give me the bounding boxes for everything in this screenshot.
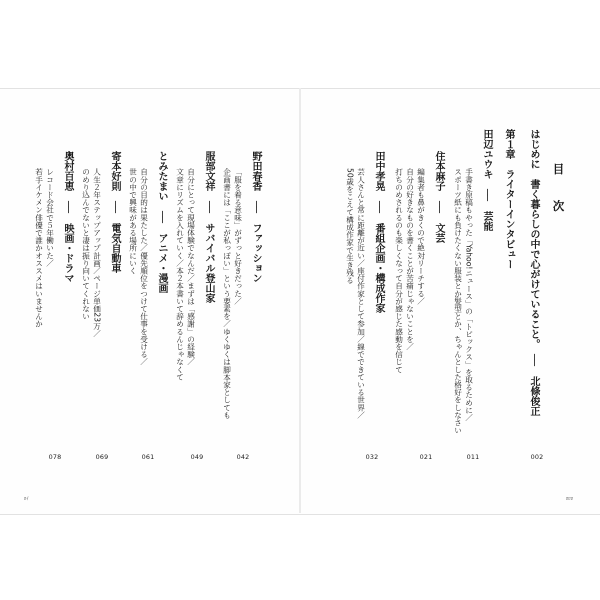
right-folio: ﾛﾛﾛ xyxy=(566,497,573,502)
entry-name: 田辺ユウキ ── 芸能 xyxy=(481,129,492,232)
left-folio: ﾛｲ xyxy=(24,497,29,502)
entry-desc-line: 若手イケメン俳優で誰かオススメはいませんか xyxy=(34,168,44,328)
entry-desc-line: レコード会社で５年働いた／ xyxy=(45,168,55,267)
entry-desc-line: 自分の目的は果たした／優先順位をつけて仕事を受ける／ xyxy=(139,168,149,366)
entry-desc-line: スポーツ紙にも負けたくない服装とか髪型とか、ちゃんとした格好をしなさい xyxy=(453,168,463,434)
entry-page-number: 011 xyxy=(466,453,480,461)
toc-title: 目 次 xyxy=(551,163,566,219)
entry-desc-line: 文章にリズムを入れていく／本２本書いて辞めるんじゃなくて xyxy=(175,168,185,381)
intro-heading: はじめに 書く暮らしの中で心がけていること。 ── 北條俊正 xyxy=(528,129,539,417)
entry-name: 服部文祥 ── サバイバル登山家 xyxy=(203,151,214,304)
entry-name: 田中孝晃 ── 番組企画・構成作家 xyxy=(373,151,384,314)
entry-desc-line: 芸人さんと常に距離が近い／座付作家として参加／線でできている世界／ xyxy=(356,168,366,419)
entry-desc-line: 世の中で興味がある場所にいく xyxy=(128,168,138,275)
entry-page-number: 021 xyxy=(419,453,433,461)
entry-page-number: 061 xyxy=(141,453,155,461)
entry-page-number: 069 xyxy=(95,453,109,461)
entry-name: 寄本好則 ── 電気自動車 xyxy=(109,151,120,274)
entry-name: 奥村百恵 ── 映画・ドラマ xyxy=(62,151,73,284)
chapter-heading: 第１章 ライターインタビュー xyxy=(503,129,514,269)
entry-name: 住本麻子 ── 文芸 xyxy=(433,151,444,244)
entry-name: 野田春香 ── ファッション xyxy=(250,151,261,284)
entry-page-number: 049 xyxy=(190,453,204,461)
book-gutter xyxy=(299,88,301,513)
entry-desc-line: 人生２年ステップアップ計画／ページ単価23万／ xyxy=(92,168,102,338)
entry-desc-line: のめり込んでないと凄は振り向いてくれない xyxy=(81,168,91,320)
entry-name: とみたまい ── アニメ・漫画 xyxy=(156,151,167,294)
intro-page-number: 002 xyxy=(530,453,544,461)
entry-desc-line: 企画書には「ここが私っぽい」という要素を／ゆくゆくは脚本家としても xyxy=(222,168,232,419)
entry-page-number: 078 xyxy=(48,453,62,461)
entry-desc-line: 自分の好きなものを書くことが苦痛じゃないことを／ xyxy=(405,168,415,351)
entry-desc-line: 打ちのめされるのも楽しくなって自分が感じた感動を信じて xyxy=(394,168,404,374)
entry-desc-line: 自分にとって現場体験でなんだ／まずは「感謝」の経験／ xyxy=(186,168,196,366)
entry-desc-line: 編集者も鼻がきくので絶対リーチする／ xyxy=(416,168,426,305)
entry-page-number: 032 xyxy=(365,453,379,461)
entry-desc-line: 手書き原稿もやった「Yahoo!ニュース」の「トピックス」を取るために／ xyxy=(464,168,474,422)
entry-desc-line: 50歳をこえて構成作家で生き残る xyxy=(345,168,355,285)
entry-desc-line: 「服を着る意味」がずっと好きだった／ xyxy=(233,168,243,305)
entry-page-number: 042 xyxy=(236,453,250,461)
